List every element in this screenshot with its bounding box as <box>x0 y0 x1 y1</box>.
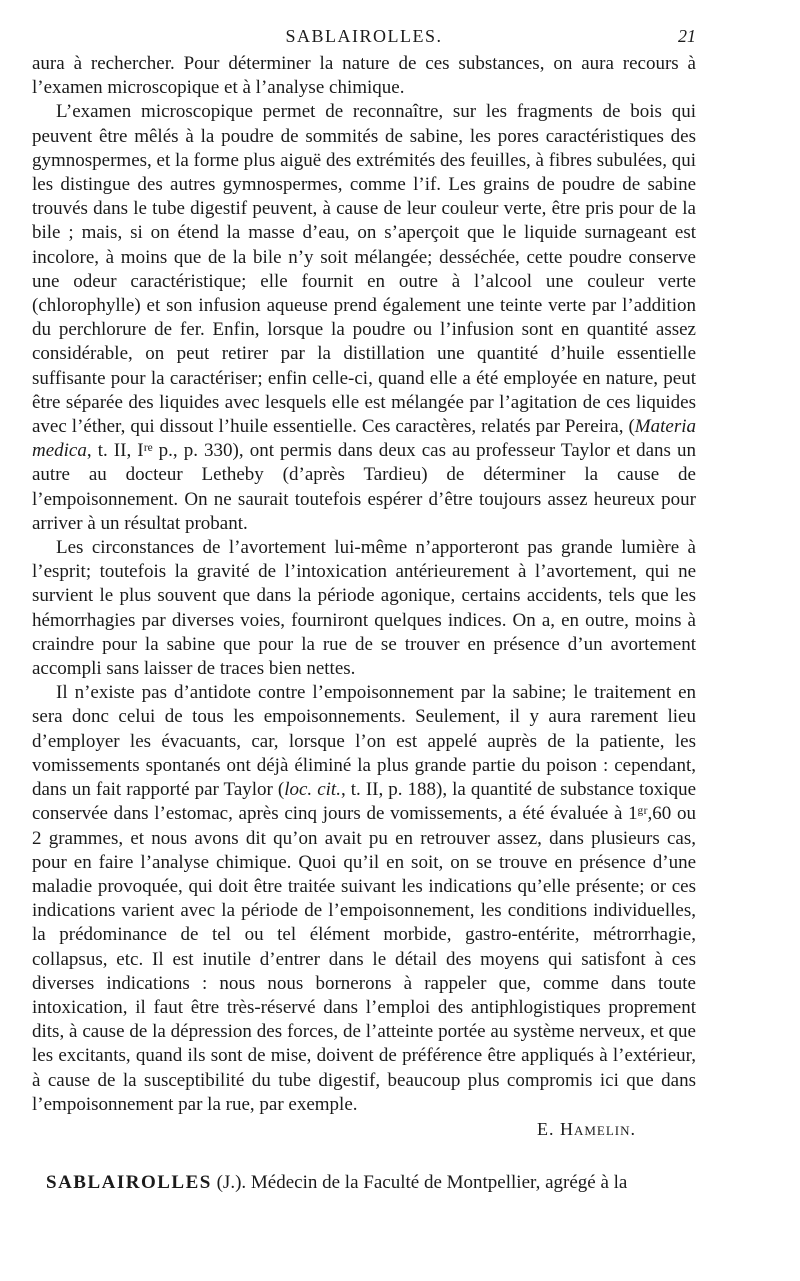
running-title: SABLAIROLLES. <box>285 26 443 46</box>
entry-text: Médecin de la Faculté de Montpellier, agrégé à la <box>246 1171 628 1193</box>
entry-headword: SABLAIROLLES <box>46 1171 212 1193</box>
running-head <box>32 24 696 52</box>
document-page <box>32 24 696 1195</box>
citation-title: Materia medica <box>32 416 696 462</box>
paragraph-text: , t. II, p. 188), la quantité de substance toxique conservée dans l’estomac, après cinq jours de vomissements, a été évaluée à 1ᵍʳ,60 ou 2 grammes, et nous avons dit qu’on avait pu en retrouver assez, dans plusieurs cas, pour en faire l’analyse chimique. Quoi qu’il en soit, on se trouve en présence d’une maladie provoquée, qui doit être traitée suivant les indications qu’elle présente; or ces indications varient avec la période de l’empoisonnement, les conditions individuelles, la prédominance de tel ou tel élément morbide, gastro-entérite, métrorrhagie, collapsus, etc. Il est inutile d’entrer dans le détail des moyens qui satisfont à ces diverses indications : nous nous bornerons à rappeler que, comme dans toute intoxication, il faut être très-réservé dans l’emploi des antiphlogistiques proprement dits, à cause de la dépression des forces, de l’atteinte portée au système nerveux, et que les excitants, quand ils sont de mise, doivent de préférence être appliqués à l’extérieur, à cause de la susceptibilité du tube digestif, beaucoup plus compromis ici que dans l’empoisonnement par la rue, par exemple. <box>32 779 696 1115</box>
paragraph-circumstances <box>32 536 696 681</box>
author-signature: E. Hamelin. <box>536 1118 636 1139</box>
page-number: 21 <box>678 26 696 46</box>
paragraph-microscopic-exam <box>32 100 696 536</box>
paragraph-text: , t. II, Iʳᵉ p., p. 330), ont permis dans deux cas au professeur Taylor et dans un autre au docteur Letheby (d’après Tardieu) de déterminer la cause de l’empoisonnement. On ne saurait toutefois espérer d’être toujours assez heureux pour arriver à un résultat probant. <box>32 440 696 534</box>
entry-initial: (J.). <box>211 1171 247 1193</box>
citation-reference: loc. cit. <box>284 779 341 801</box>
paragraph-text: Les circonstances de l’avortement lui-même n’apporteront pas grande lumière à l’esprit; toutefois la gravité de l’intoxication antérieurement à l’avortement, qui ne survient le plus souvent que dans la période agonique, certains accidents, tels que les hémorrhagies par diverses voies, fourniront quelques indices. On a, en outre, moins à craindre pour la sabine que pour la rue de se trouver en présence d’un avortement accompli sans laisser de traces bien nettes. <box>32 537 696 680</box>
paragraph-text: aura à rechercher. Pour déterminer la nature de ces substances, on aura recours à l’examen microscopique et à l’analyse chimique. <box>32 53 696 99</box>
dictionary-entry <box>32 1171 696 1195</box>
paragraph-text: Il n’existe pas d’antidote contre l’empoisonnement par la sabine; le traitement en sera donc celui de tous les empoisonnements. Seulement, il y aura rarement lieu d’employer les évacuants, car, lorsque l’on est appelé auprès de la patiente, les vomissements spontanés ont déjà éliminé la plus grande partie du poison : cependant, dans un fait rapporté par Taylor ( <box>32 682 696 801</box>
paragraph-treatment <box>32 681 696 1117</box>
paragraph-continuation <box>32 52 696 100</box>
paragraph-text: L’examen microscopique permet de reconnaître, sur les fragments de bois qui peuvent être mêlés à la poudre de sommités de sabine, les pores caractéristiques des gymnospermes, et la forme plus aiguë des extrémités des feuilles, à fibres subulées, qui les distingue des autres gymnospermes, comme l’if. Les grains de poudre de sabine trouvés dans le tube digestif peuvent, à cause de leur couleur verte, être pris pour de la bile ; mais, si on étend la masse d’eau, on s’aperçoit que le liquide surnageant est incolore, à moins que de la bile n’y soit mélangée; desséchée, cette poudre conserve une odeur caractéristique; elle fournit en outre à l’alcool une couleur verte (chlorophylle) et son infusion aqueuse prend également une teinte verte par l’addition du perchlorure de fer. Enfin, lorsque la poudre ou l’infusion sont en quantité assez considérable, on peut retirer par la distillation une quantité d’huile essentielle suffisante pour la caractériser; enfin celle-ci, quand elle a été employée en nature, peut être séparée des liquides avec lesquels elle est mélangée par l’agitation de ces liquides avec l’éther, qui dissout l’huile essentielle. Ces caractères, relatés par Pereira, ( <box>32 101 696 438</box>
